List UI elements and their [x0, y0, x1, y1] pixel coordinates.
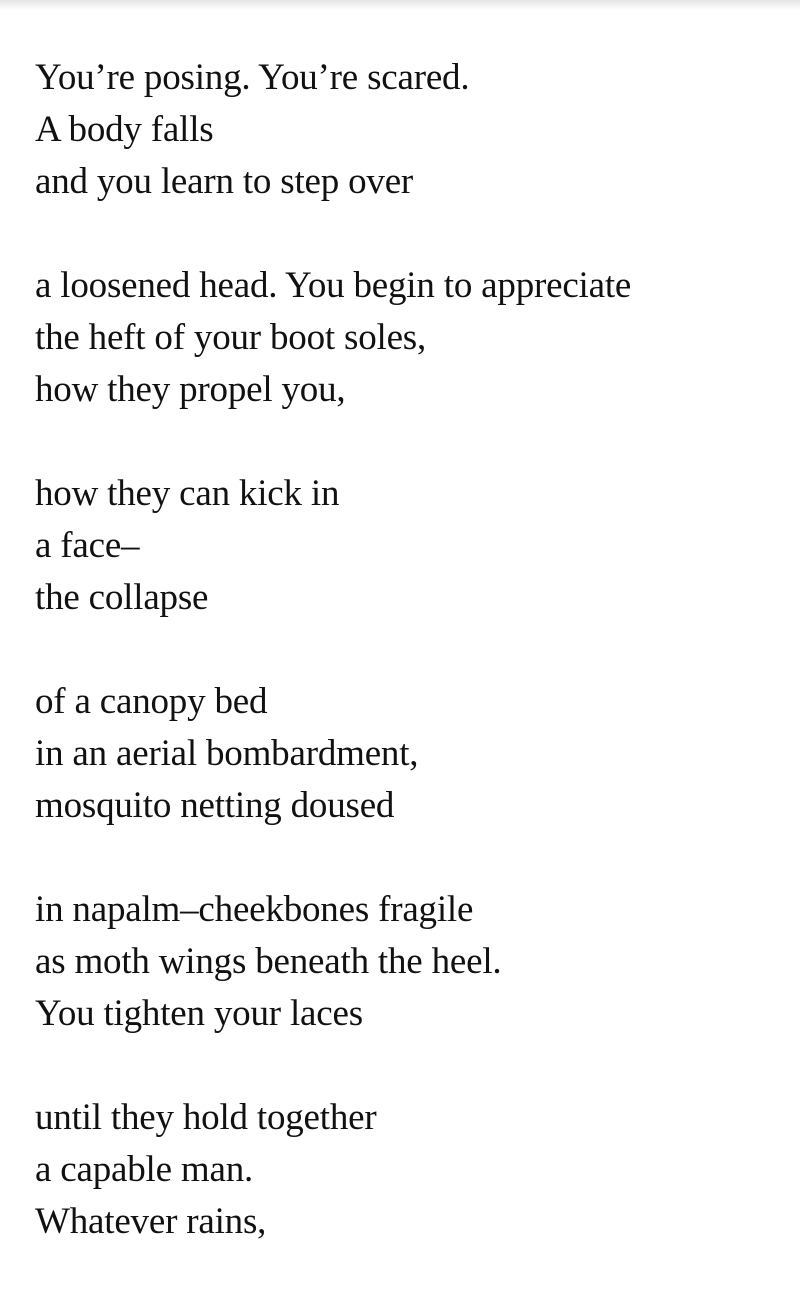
poem-line: of a canopy bed [35, 681, 268, 722]
poem-line: until they hold together [35, 1097, 377, 1138]
stanza-3 [35, 468, 775, 624]
poem-line: the collapse [35, 577, 209, 618]
poem-line: a face– [35, 525, 140, 566]
stanza-1 [35, 52, 775, 208]
poem-line: how they can kick in [35, 473, 340, 514]
poem-line: You tighten your laces [35, 993, 363, 1034]
poem-line: mosquito netting doused [35, 785, 395, 826]
poem-line: in an aerial bombardment, [35, 733, 419, 774]
top-edge-shadow [0, 0, 800, 10]
poem-line: Whatever rains, [35, 1201, 267, 1242]
poem-line: the heft of your boot soles, [35, 317, 427, 358]
stanza-4 [35, 676, 775, 832]
stanza-6 [35, 1092, 775, 1248]
poem-line: You’re posing. You’re scared. [35, 57, 470, 98]
poem-line: A body falls [35, 109, 214, 150]
poem-text [35, 52, 775, 1300]
poem-line: in napalm–cheekbones fragile [35, 889, 474, 930]
poem-line: and you learn to step over [35, 161, 414, 202]
stanza-2 [35, 260, 775, 416]
poem-line: a capable man. [35, 1149, 254, 1190]
poem-line: a loosened head. You begin to appreciate [35, 265, 632, 306]
poem-line: as moth wings beneath the heel. [35, 941, 502, 982]
stanza-5 [35, 884, 775, 1040]
poem-line: how they propel you, [35, 369, 346, 410]
